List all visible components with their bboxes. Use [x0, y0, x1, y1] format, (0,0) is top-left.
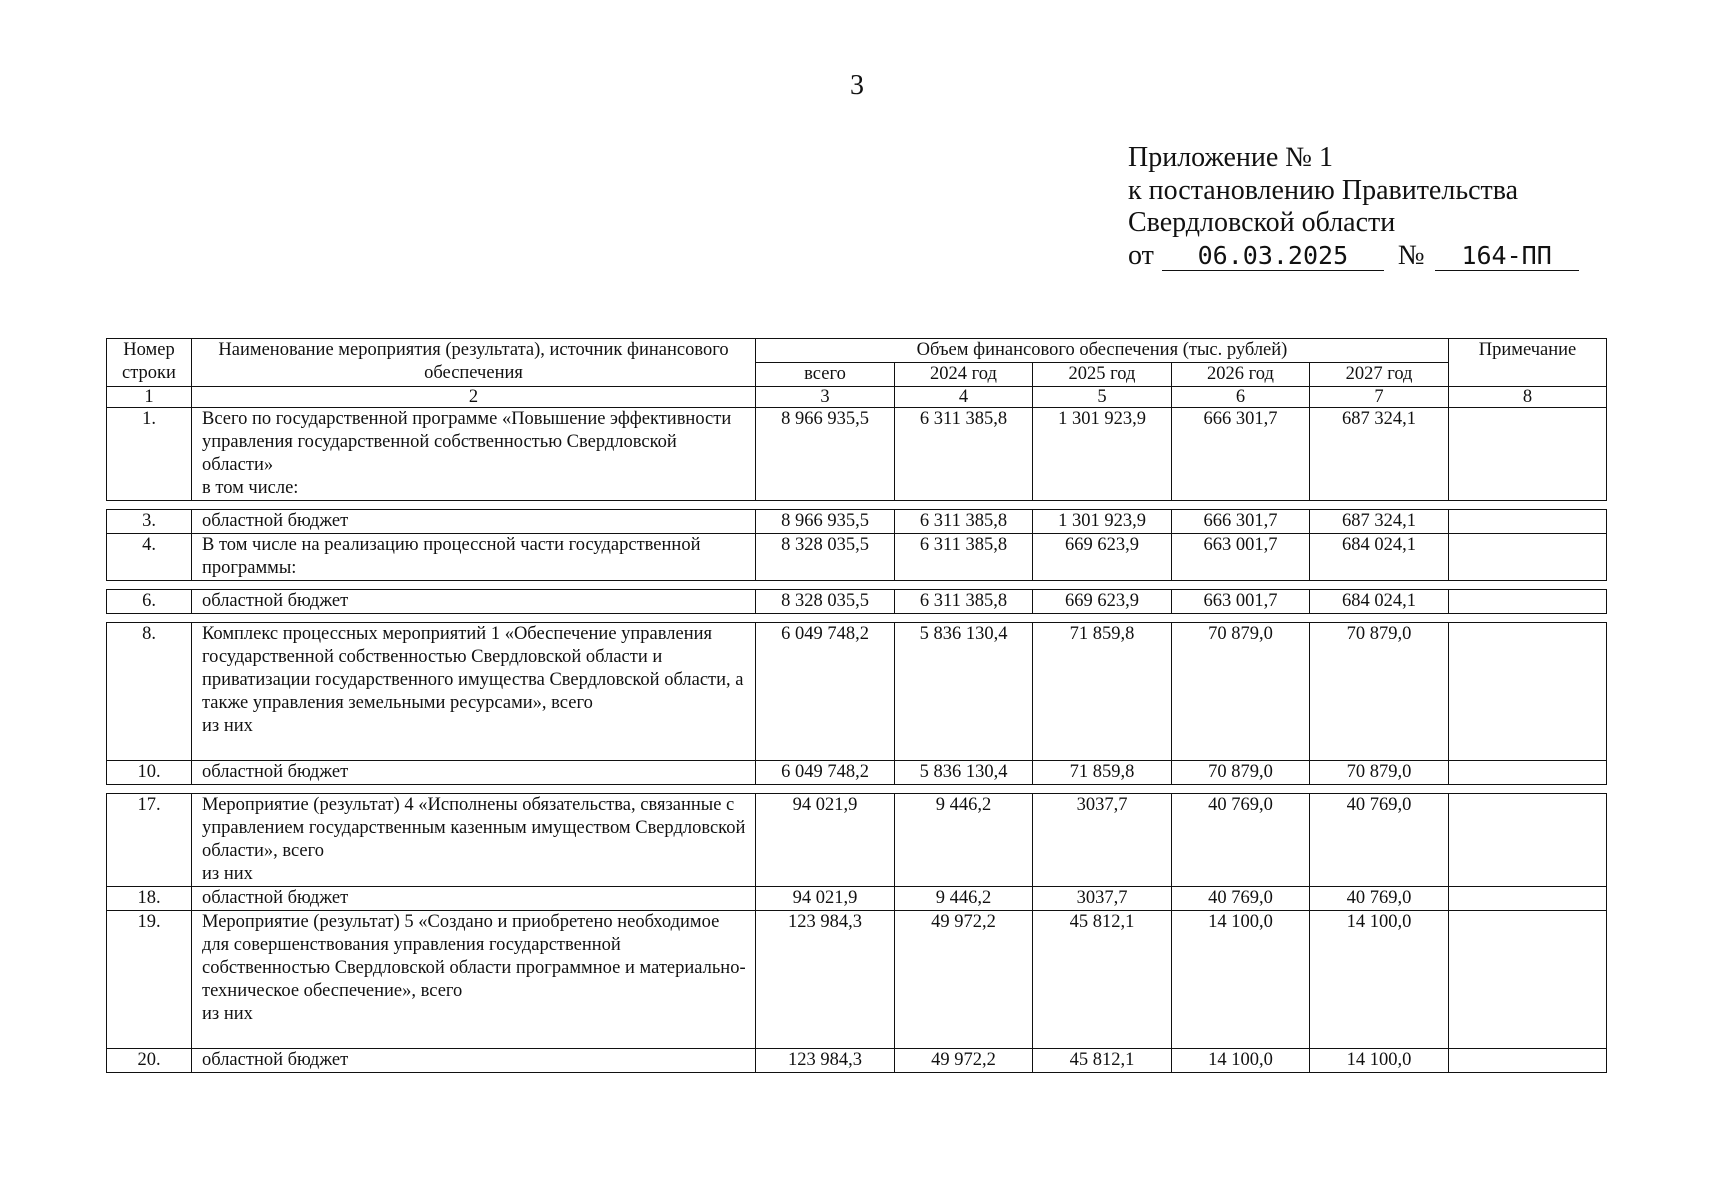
column-index-8: 8: [1449, 387, 1607, 408]
value-y2025: 45 812,1: [1033, 1049, 1172, 1073]
row-number: 18.: [107, 887, 192, 911]
header-2025: 2025 год: [1033, 363, 1172, 387]
value-total: 6 049 748,2: [756, 761, 895, 785]
column-index-2: 2: [192, 387, 756, 408]
column-index-7: 7: [1310, 387, 1449, 408]
value-total: 94 021,9: [756, 887, 895, 911]
row-gap-cell: [107, 785, 1607, 794]
column-index-6: 6: [1172, 387, 1310, 408]
from-label: от: [1128, 239, 1154, 271]
column-index-4: 4: [895, 387, 1033, 408]
value-total: 8 966 935,5: [756, 510, 895, 534]
column-index-5: 5: [1033, 387, 1172, 408]
value-y2024: 5 836 130,4: [895, 761, 1033, 785]
value-y2026: 70 879,0: [1172, 623, 1310, 761]
row-number: 17.: [107, 794, 192, 887]
value-note: [1449, 887, 1607, 911]
value-total: 123 984,3: [756, 911, 895, 1049]
row-name-line: из них: [202, 864, 253, 884]
value-y2024: 6 311 385,8: [895, 408, 1033, 501]
row-name-line: Мероприятие (результат) 4 «Исполнены обязательства, связанные с управлением государственным казенным имуществом Свердловской области», всего: [202, 795, 746, 861]
row-number: 20.: [107, 1049, 192, 1073]
row-gap-cell: [107, 614, 1607, 623]
value-total: 8 328 035,5: [756, 590, 895, 614]
row-name: [192, 761, 756, 785]
value-y2025: 71 859,8: [1033, 623, 1172, 761]
value-note: [1449, 590, 1607, 614]
value-y2027: 14 100,0: [1310, 1049, 1449, 1073]
row-name-line: Комплекс процессных мероприятий 1 «Обеспечение управления государственной собственностью Свердловской области и приватизации государственного имущества Свердловской области, а также управления земельными ресурсами», всего: [202, 624, 744, 713]
value-total: 8 966 935,5: [756, 408, 895, 501]
row-name-line: областной бюджет: [202, 1050, 349, 1070]
value-y2025: 3037,7: [1033, 887, 1172, 911]
value-y2025: 45 812,1: [1033, 911, 1172, 1049]
value-y2026: 666 301,7: [1172, 408, 1310, 501]
row-name-line: в том числе:: [202, 478, 299, 498]
value-note: [1449, 1049, 1607, 1073]
value-y2025: 669 623,9: [1033, 590, 1172, 614]
appendix-header: [1128, 142, 1579, 272]
value-y2027: 684 024,1: [1310, 534, 1449, 581]
value-y2025: 1 301 923,9: [1033, 510, 1172, 534]
table-row: [107, 534, 1607, 581]
value-y2024: 49 972,2: [895, 1049, 1033, 1073]
value-total: 94 021,9: [756, 794, 895, 887]
value-y2026: 40 769,0: [1172, 887, 1310, 911]
row-name: [192, 534, 756, 581]
value-total: 123 984,3: [756, 1049, 895, 1073]
row-number: 4.: [107, 534, 192, 581]
column-index-1: 1: [107, 387, 192, 408]
header-2024: 2024 год: [895, 363, 1033, 387]
row-gap: [107, 614, 1607, 623]
decree-date: 06.03.2025: [1162, 242, 1384, 271]
header-name: Наименование мероприятия (результата), источник финансового обеспечения: [192, 339, 756, 387]
value-y2024: 6 311 385,8: [895, 590, 1033, 614]
row-name-line: Мероприятие (результат) 5 «Создано и приобретено необходимое для совершенствования управления государственной собственностью Свердловской области программное и материально-техническое обеспечение», всего: [202, 912, 746, 1001]
table-row: [107, 590, 1607, 614]
value-y2026: 14 100,0: [1172, 911, 1310, 1049]
appendix-date-line: [1128, 240, 1579, 273]
row-name: [192, 623, 756, 761]
appendix-region: Свердловской области: [1128, 207, 1396, 238]
row-name-line: областной бюджет: [202, 511, 349, 531]
column-index-3: 3: [756, 387, 895, 408]
row-number: 6.: [107, 590, 192, 614]
header-2027: 2027 год: [1310, 363, 1449, 387]
column-index-row: [107, 387, 1607, 408]
table-row: [107, 761, 1607, 785]
row-gap-cell: [107, 581, 1607, 590]
table-row: [107, 408, 1607, 501]
value-y2024: 6 311 385,8: [895, 534, 1033, 581]
value-y2025: 71 859,8: [1033, 761, 1172, 785]
header-total: всего: [756, 363, 895, 387]
value-note: [1449, 510, 1607, 534]
value-y2026: 70 879,0: [1172, 761, 1310, 785]
value-note: [1449, 761, 1607, 785]
row-name: [192, 590, 756, 614]
value-y2024: 9 446,2: [895, 887, 1033, 911]
row-name-line: В том числе на реализацию процессной части государственной программы:: [202, 535, 701, 578]
value-note: [1449, 623, 1607, 761]
row-number: 19.: [107, 911, 192, 1049]
value-y2027: 70 879,0: [1310, 623, 1449, 761]
row-name-line: из них: [202, 1004, 253, 1024]
row-name: [192, 911, 756, 1049]
decree-number: 164-ПП: [1435, 242, 1579, 271]
value-y2026: 14 100,0: [1172, 1049, 1310, 1073]
row-name-line: областной бюджет: [202, 591, 349, 611]
row-number: 3.: [107, 510, 192, 534]
value-y2027: 687 324,1: [1310, 510, 1449, 534]
value-y2024: 9 446,2: [895, 794, 1033, 887]
row-number: 10.: [107, 761, 192, 785]
value-y2026: 663 001,7: [1172, 590, 1310, 614]
row-name: [192, 1049, 756, 1073]
value-note: [1449, 534, 1607, 581]
table-row: [107, 887, 1607, 911]
appendix-title: Приложение № 1: [1128, 142, 1333, 173]
number-label: №: [1397, 239, 1425, 271]
value-y2024: 6 311 385,8: [895, 510, 1033, 534]
value-total: 6 049 748,2: [756, 623, 895, 761]
value-y2025: 1 301 923,9: [1033, 408, 1172, 501]
value-y2024: 5 836 130,4: [895, 623, 1033, 761]
value-note: [1449, 794, 1607, 887]
row-name: [192, 510, 756, 534]
value-y2027: 687 324,1: [1310, 408, 1449, 501]
value-y2024: 49 972,2: [895, 911, 1033, 1049]
table-row: [107, 623, 1607, 761]
table-row: [107, 794, 1607, 887]
value-y2027: 40 769,0: [1310, 887, 1449, 911]
row-name-line: областной бюджет: [202, 888, 349, 908]
row-name: [192, 887, 756, 911]
header-row-number: Номер строки: [107, 339, 192, 387]
row-name: [192, 794, 756, 887]
table-row: [107, 510, 1607, 534]
value-note: [1449, 911, 1607, 1049]
value-y2025: 669 623,9: [1033, 534, 1172, 581]
value-y2027: 40 769,0: [1310, 794, 1449, 887]
appendix-subtitle: к постановлению Правительства: [1128, 174, 1519, 206]
value-y2026: 666 301,7: [1172, 510, 1310, 534]
table-body: [107, 387, 1607, 1073]
value-y2027: 70 879,0: [1310, 761, 1449, 785]
row-gap: [107, 785, 1607, 794]
table-row: [107, 1049, 1607, 1073]
value-total: 8 328 035,5: [756, 534, 895, 581]
row-name-line: Всего по государственной программе «Повышение эффективности управления государственной собственностью Свердловской области»: [202, 409, 732, 475]
value-note: [1449, 408, 1607, 501]
page-number: 3: [850, 70, 864, 101]
row-name-line: областной бюджет: [202, 762, 349, 782]
row-gap-cell: [107, 501, 1607, 510]
value-y2026: 40 769,0: [1172, 794, 1310, 887]
row-number: 1.: [107, 408, 192, 501]
value-y2026: 663 001,7: [1172, 534, 1310, 581]
header-note: Примечание: [1449, 339, 1607, 387]
table-row: [107, 911, 1607, 1049]
header-funding-group: Объем финансового обеспечения (тыс. рублей): [756, 339, 1449, 363]
value-y2027: 14 100,0: [1310, 911, 1449, 1049]
row-gap: [107, 501, 1607, 510]
header-2026: 2026 год: [1172, 363, 1310, 387]
financing-table: [106, 338, 1607, 1073]
row-name-line: из них: [202, 716, 253, 736]
row-name: [192, 408, 756, 501]
row-number: 8.: [107, 623, 192, 761]
value-y2025: 3037,7: [1033, 794, 1172, 887]
value-y2027: 684 024,1: [1310, 590, 1449, 614]
row-gap: [107, 581, 1607, 590]
